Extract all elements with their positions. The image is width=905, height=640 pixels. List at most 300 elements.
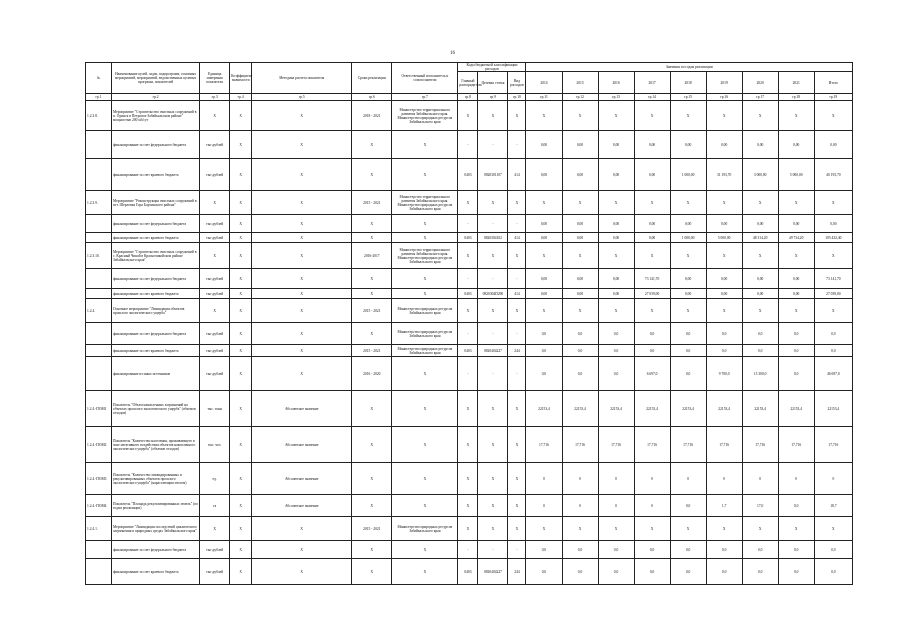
row-year-value: 0,00 [526, 233, 562, 243]
row-year-value: 0,00 [742, 131, 778, 159]
row-year-value: 0,00 [526, 289, 562, 299]
row-year-value: 0 [742, 463, 778, 495]
row-year-value: 5 000,00 [778, 159, 814, 191]
row-chief: 0403 [458, 233, 478, 243]
row-method: X [252, 269, 352, 289]
row-exec: X [392, 427, 458, 463]
row-year-value: X [526, 243, 562, 269]
row-year-value: X [706, 191, 742, 215]
table-header [86, 63, 853, 101]
row-article: X [478, 391, 508, 427]
row-exec: X [392, 541, 458, 559]
table-row [86, 495, 853, 517]
row-year-value: 49 734,20 [778, 233, 814, 243]
header-year: 2021 [778, 72, 814, 94]
row-year-value: 0 [598, 463, 634, 495]
row-chief: X [458, 427, 478, 463]
row-type: X [508, 101, 526, 131]
row-exec: X [392, 463, 458, 495]
row-year-value: 0,00 [598, 289, 634, 299]
row-year-value: X [742, 101, 778, 131]
row-year-value: X [670, 517, 706, 541]
row-number: 1.2.3.9. [86, 191, 112, 215]
row-name: Показатель "Площадь рекультивированных земель" (по годам реализации) [112, 495, 200, 517]
row-year-value: X [598, 191, 634, 215]
row-year-value: 0,0 [526, 357, 562, 391]
row-year-value: 0 [706, 463, 742, 495]
row-type: X [508, 495, 526, 517]
row-chief: X [458, 517, 478, 541]
row-year-value: 0,00 [598, 215, 634, 233]
row-weight: X [230, 289, 252, 299]
row-year-value: X [670, 101, 706, 131]
row-method: X [252, 517, 352, 541]
row-method: X [252, 131, 352, 159]
row-number [86, 357, 112, 391]
row-year-value: 17,716 [778, 427, 814, 463]
row-weight: X [230, 495, 252, 517]
row-year-value: 9 700,0 [706, 357, 742, 391]
row-year-value: 17,716 [562, 427, 598, 463]
header-values: Значения по годам реализации [526, 63, 853, 72]
table-row [86, 559, 853, 585]
row-year-value: X [706, 243, 742, 269]
row-number [86, 289, 112, 299]
column-number: гр.8 [458, 94, 478, 101]
row-year-value: 0,0 [778, 559, 814, 585]
row-year-value: 0,00 [634, 233, 670, 243]
row-number: 1.2.4.-ПОМ2 [86, 427, 112, 463]
row-method: X [252, 289, 352, 299]
row-year-value: X [562, 101, 598, 131]
row-year-value: 0 [562, 495, 598, 517]
row-year-value: 0,0 [706, 541, 742, 559]
row-year-value: 0,00 [778, 269, 814, 289]
row-term: X [352, 427, 392, 463]
column-number: гр.18 [778, 94, 814, 101]
row-year-value: 0,00 [742, 215, 778, 233]
row-year-value: 0,00 [598, 159, 634, 191]
row-year-value: X [778, 243, 814, 269]
row-year-value: X [562, 191, 598, 215]
row-year-value: 0 [778, 463, 814, 495]
row-year-value: 5 000,00 [706, 233, 742, 243]
row-unit: X [200, 299, 230, 323]
row-chief: 0403 [458, 559, 478, 585]
row-number [86, 215, 112, 233]
row-year-value: 0,00 [670, 131, 706, 159]
row-year-value: 0,0 [634, 541, 670, 559]
row-year-value: 17,716 [706, 427, 742, 463]
row-method: Абсолютное значение [252, 391, 352, 427]
column-number: гр.6 [352, 94, 392, 101]
row-year-value: X [598, 243, 634, 269]
row-exec: X [392, 391, 458, 427]
row-year-value: 0,00 [742, 289, 778, 299]
row-number [86, 131, 112, 159]
row-year-value: 0,0 [634, 323, 670, 345]
row-method: X [252, 233, 352, 243]
header-term: Сроки реализации [352, 63, 392, 94]
column-number: гр.15 [670, 94, 706, 101]
row-method: X [252, 541, 352, 559]
row-year-value: X [634, 191, 670, 215]
row-chief: 0403 [458, 345, 478, 357]
row-type: 414 [508, 233, 526, 243]
row-year-value: X [706, 101, 742, 131]
row-term: X [352, 463, 392, 495]
row-year-value: 0,0 [814, 541, 852, 559]
row-year-value: X [814, 243, 852, 269]
row-weight: X [230, 101, 252, 131]
header-year: 2017 [634, 72, 670, 94]
row-type: 414 [508, 159, 526, 191]
row-type: X [508, 463, 526, 495]
row-chief: X [458, 299, 478, 323]
table-row [86, 463, 853, 495]
row-number [86, 541, 112, 559]
row-year-value: 22153,4 [526, 391, 562, 427]
row-year-value: 0,00 [598, 233, 634, 243]
row-weight: X [230, 559, 252, 585]
row-year-value: 0,00 [526, 215, 562, 233]
row-name: финансирование за счет краевого бюджета [112, 159, 200, 191]
row-type: - [508, 357, 526, 391]
row-year-value: 0,00 [598, 131, 634, 159]
row-term: 2016-2017 [352, 243, 392, 269]
row-year-value: 0,0 [742, 345, 778, 357]
row-year-value: 0,0 [670, 495, 706, 517]
row-year-value: 1 000,00 [670, 233, 706, 243]
row-weight: X [230, 233, 252, 243]
column-number: гр.19 [814, 94, 852, 101]
row-number: 1.2.4.-ПОМ3 [86, 463, 112, 495]
table-row [86, 269, 853, 289]
row-year-value: 0,0 [670, 559, 706, 585]
row-year-value: 0,0 [814, 345, 852, 357]
row-term: X [352, 289, 392, 299]
row-year-value: 17,716 [598, 427, 634, 463]
row-year-value: 0,0 [706, 323, 742, 345]
header-year: 2020 [742, 72, 778, 94]
row-article: X [478, 191, 508, 215]
row-year-value: 0,00 [778, 215, 814, 233]
row-year-value: 0,00 [562, 269, 598, 289]
row-year-value: X [670, 191, 706, 215]
row-year-value: 0,0 [670, 323, 706, 345]
row-type: 244 [508, 345, 526, 357]
header-chief: Главный распорядитель [458, 72, 478, 94]
table-row [86, 159, 853, 191]
row-article: 0820304102 [478, 233, 508, 243]
row-chief: 0403 [458, 289, 478, 299]
row-year-value: 0,0 [778, 495, 814, 517]
row-year-value: X [526, 191, 562, 215]
row-year-value: 17,716 [742, 427, 778, 463]
row-year-value: 17,0 [742, 495, 778, 517]
row-unit: X [200, 243, 230, 269]
row-exec: Министерство природных ресурсов Забайкальского края [392, 517, 458, 541]
row-year-value: 0,00 [634, 159, 670, 191]
row-year-value: X [742, 299, 778, 323]
row-year-value: 0,00 [526, 269, 562, 289]
row-year-value: 0,00 [562, 131, 598, 159]
row-chief: - [458, 541, 478, 559]
row-name: Мероприятие "Ликвидация последствий циклического загрязнения в природных средах Забайкальского края" [112, 517, 200, 541]
row-article: - [478, 323, 508, 345]
row-weight: X [230, 323, 252, 345]
row-method: Абсолютное значение [252, 495, 352, 517]
row-year-value: 0,0 [562, 323, 598, 345]
row-term: X [352, 541, 392, 559]
row-number [86, 159, 112, 191]
row-type: 244 [508, 559, 526, 585]
row-unit: тыс.рублей [200, 159, 230, 191]
row-year-value: 22153,4 [814, 391, 852, 427]
row-term: X [352, 269, 392, 289]
row-year-value: 0 [598, 495, 634, 517]
row-weight: X [230, 269, 252, 289]
row-exec: X [392, 233, 458, 243]
row-year-value: X [814, 517, 852, 541]
header-method: Методика расчета показателя [252, 63, 352, 94]
row-type: X [508, 299, 526, 323]
row-name: финансирование за счет федерального бюджета [112, 323, 200, 345]
row-year-value: X [814, 191, 852, 215]
row-article: 0820301107 [478, 159, 508, 191]
table-row [86, 323, 853, 345]
row-year-value: 0 [634, 463, 670, 495]
row-name: финансирование за счет краевого бюджета [112, 559, 200, 585]
column-number: гр.11 [526, 94, 562, 101]
row-year-value: 0 [670, 463, 706, 495]
column-number: гр.14 [634, 94, 670, 101]
row-number: 1.2.4. [86, 299, 112, 323]
row-year-value: X [670, 243, 706, 269]
row-name: финансирование из иных источников [112, 357, 200, 391]
table-row [86, 357, 853, 391]
row-unit: тыс.рублей [200, 289, 230, 299]
column-number: гр.12 [562, 94, 598, 101]
row-year-value: X [562, 299, 598, 323]
row-chief: X [458, 101, 478, 131]
row-year-value: 0 [562, 463, 598, 495]
row-exec: Министерство природных ресурсов Забайкальского края [392, 345, 458, 357]
table-row [86, 243, 853, 269]
row-year-value: X [634, 101, 670, 131]
row-chief: X [458, 495, 478, 517]
row-type: X [508, 191, 526, 215]
row-year-value: 22153,4 [670, 391, 706, 427]
row-year-value: 0,0 [526, 541, 562, 559]
row-unit: тыс. чел. [200, 427, 230, 463]
row-year-value: 17,716 [634, 427, 670, 463]
row-article: 0820404227 [478, 559, 508, 585]
header-year: 2014 [526, 72, 562, 94]
row-year-value: 0,00 [598, 269, 634, 289]
table-row [86, 101, 853, 131]
row-unit: га [200, 495, 230, 517]
row-year-value: 0,00 [562, 159, 598, 191]
row-year-value: 0,0 [742, 541, 778, 559]
row-name: Показатель "Количество населения, проживающего в зоне негативного воздействия объектов накопленного экологического ущерба" (объемов отходов) [112, 427, 200, 463]
row-year-value: 0,0 [562, 345, 598, 357]
row-year-value: X [526, 299, 562, 323]
row-year-value: 0,0 [778, 357, 814, 391]
row-weight: X [230, 243, 252, 269]
row-article: X [478, 427, 508, 463]
row-exec: Министерство территориального развития Забайкальского края. Министерство природных ресурсов Забайкальского края [392, 243, 458, 269]
row-method: Абсолютное значение [252, 427, 352, 463]
row-unit: ед. [200, 463, 230, 495]
row-year-value: X [598, 517, 634, 541]
row-year-value: 0,0 [670, 357, 706, 391]
row-unit: тыс.рублей [200, 541, 230, 559]
row-term: X [352, 159, 392, 191]
row-type: X [508, 243, 526, 269]
row-name: финансирование за счет федерального бюджета [112, 269, 200, 289]
row-term: 2015 - 2021 [352, 345, 392, 357]
row-term: X [352, 495, 392, 517]
row-exec: X [392, 559, 458, 585]
row-year-value: 0,0 [814, 323, 852, 345]
row-year-value: 22153,4 [742, 391, 778, 427]
row-article: X [478, 463, 508, 495]
row-weight: X [230, 191, 252, 215]
row-term: X [352, 131, 392, 159]
row-unit: тыс.рублей [200, 269, 230, 289]
table-row [86, 131, 853, 159]
row-type: - [508, 215, 526, 233]
row-article: 0820404227 [478, 345, 508, 357]
row-number [86, 345, 112, 357]
row-type: X [508, 391, 526, 427]
row-exec: X [392, 289, 458, 299]
row-unit: тыс.рублей [200, 345, 230, 357]
row-year-value: 46 697,0 [814, 357, 852, 391]
row-year-value: 0,0 [634, 345, 670, 357]
row-exec: Министерство природных ресурсов Забайкальского края [392, 323, 458, 345]
row-year-value: 0,00 [526, 131, 562, 159]
row-year-value: 0,00 [706, 215, 742, 233]
table-row [86, 391, 853, 427]
row-name: Мероприятие "Реконструкция очистных сооружений в пгт. Шерловая Гора Борзинского района" [112, 191, 200, 215]
row-year-value: X [742, 191, 778, 215]
row-year-value: 0,0 [598, 541, 634, 559]
table-row [86, 427, 853, 463]
row-term: 2016 - 2020 [352, 357, 392, 391]
row-year-value: 31 193,70 [706, 159, 742, 191]
row-year-value: 0,0 [598, 559, 634, 585]
header-codes: Коды бюджетной классификации расходов [458, 63, 526, 72]
table-row [86, 299, 853, 323]
row-term: 2015 - 2021 [352, 299, 392, 323]
row-name: Мероприятие "Строительство очистных сооружений в с. Красный Чикой в Красночикойском районе Забайкальского края" [112, 243, 200, 269]
row-exec: Министерство территориального развития Забайкальского края. Министерство природных ресурсов Забайкальского края [392, 191, 458, 215]
row-weight: X [230, 299, 252, 323]
row-year-value: 0,00 [706, 131, 742, 159]
row-year-value: X [778, 101, 814, 131]
row-article: - [478, 131, 508, 159]
row-year-value: 0,00 [562, 233, 598, 243]
row-year-value: 0 [814, 463, 852, 495]
row-unit: тыс.рублей [200, 323, 230, 345]
table-row [86, 517, 853, 541]
header-year: 2016 [598, 72, 634, 94]
row-exec: X [392, 357, 458, 391]
row-number: 1.2.3.10. [86, 243, 112, 269]
row-year-value: 0,0 [562, 559, 598, 585]
row-year-value: 40 193,70 [814, 159, 852, 191]
row-year-value: X [670, 299, 706, 323]
row-year-value: 27 039,00 [634, 289, 670, 299]
row-year-value: 73 141,70 [814, 269, 852, 289]
row-year-value: 0,0 [706, 345, 742, 357]
row-year-value: 22153,4 [706, 391, 742, 427]
row-chief: X [458, 463, 478, 495]
row-year-value: 0,00 [742, 269, 778, 289]
header-year: 2015 [562, 72, 598, 94]
row-year-value: X [814, 101, 852, 131]
row-number [86, 233, 112, 243]
row-weight: X [230, 215, 252, 233]
row-year-value: 0 [526, 463, 562, 495]
column-number: гр.13 [598, 94, 634, 101]
row-year-value: 0,0 [778, 323, 814, 345]
row-method: X [252, 299, 352, 323]
row-year-value: 48 314,20 [742, 233, 778, 243]
column-number: гр.17 [742, 94, 778, 101]
row-chief: 0403 [458, 159, 478, 191]
row-article: - [478, 357, 508, 391]
row-number [86, 323, 112, 345]
row-year-value: X [598, 299, 634, 323]
row-year-value: X [742, 243, 778, 269]
column-number: гр.9 [478, 94, 508, 101]
row-term: X [352, 391, 392, 427]
row-name: финансирование за счет федерального бюджета [112, 131, 200, 159]
row-year-value: 0,0 [598, 345, 634, 357]
row-type: - [508, 269, 526, 289]
row-unit: тыс.рублей [200, 233, 230, 243]
row-year-value: 0,00 [706, 269, 742, 289]
row-chief: - [458, 131, 478, 159]
row-year-value: 27 039,00 [814, 289, 852, 299]
row-year-value: 0,0 [814, 559, 852, 585]
row-chief: X [458, 243, 478, 269]
row-year-value: 0,00 [814, 131, 852, 159]
row-year-value: X [634, 517, 670, 541]
row-unit: тыс. тонн [200, 391, 230, 427]
row-exec: X [392, 269, 458, 289]
row-chief: X [458, 391, 478, 427]
row-chief: X [458, 191, 478, 215]
row-year-value: 0,00 [670, 289, 706, 299]
row-article: - [478, 541, 508, 559]
row-chief: - [458, 269, 478, 289]
table-row [86, 215, 853, 233]
row-year-value: 0,0 [778, 345, 814, 357]
row-year-value: 0,00 [634, 131, 670, 159]
table-row [86, 541, 853, 559]
table-body [86, 101, 853, 585]
row-unit: тыс.рублей [200, 559, 230, 585]
row-type: - [508, 131, 526, 159]
row-weight: X [230, 517, 252, 541]
row-year-value: 0,0 [742, 559, 778, 585]
row-article: X [478, 495, 508, 517]
row-chief: - [458, 215, 478, 233]
